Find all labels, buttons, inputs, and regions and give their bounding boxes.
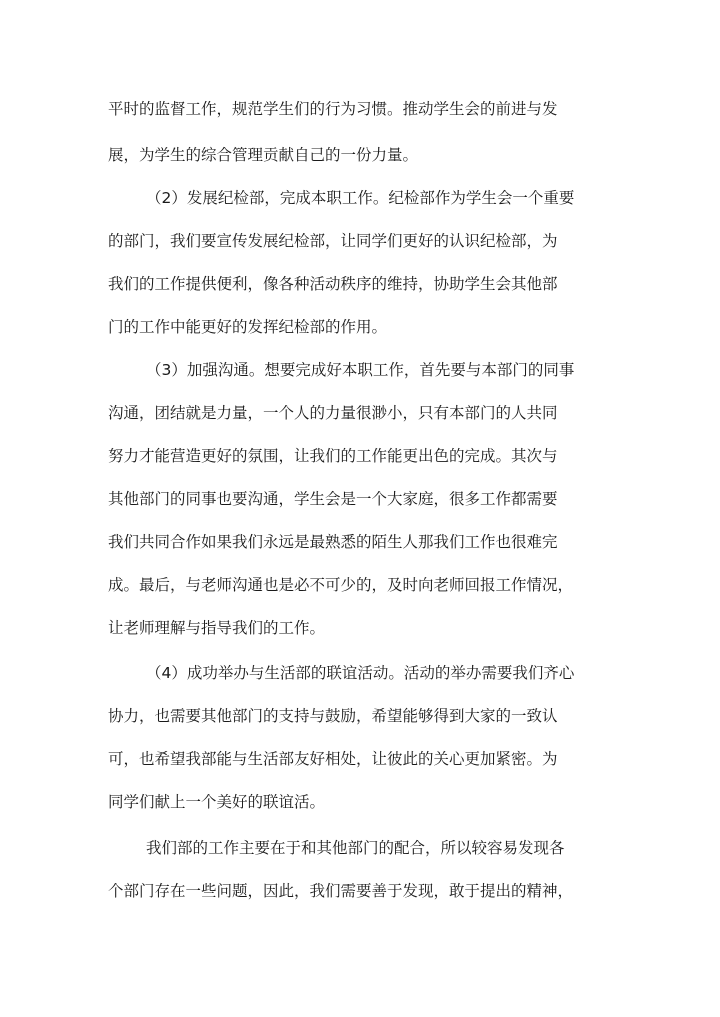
paragraph-line: 我们部的工作主要在于和其他部门的配合，所以较容易发现各 [146,839,565,857]
paragraph-line: 努力才能营造更好的氛围，让我们的工作能更出色的完成。其次与 [108,447,558,465]
paragraph-line: 展，为学生的综合管理贡献自己的一份力量。 [108,146,419,164]
paragraph-line: 门的工作中能更好的发挥纪检部的作用。 [108,318,388,336]
paragraph-line: 可，也希望我部能与生活部友好相处，让彼此的关心更加紧密。为 [108,750,558,768]
paragraph-line: 协力，也需要其他部门的支持与鼓励，希望能够得到大家的一致认 [108,707,558,725]
paragraph-line: 沟通，团结就是力量，一个人的力量很渺小，只有本部门的人共同 [108,404,558,422]
paragraph-line: 我们的工作提供便利，像各种活动秩序的维持，协助学生会其他部 [108,275,558,293]
paragraph-line: （2）发展纪检部，完成本职工作。纪检部作为学生会一个重要 [146,189,575,207]
paragraph-line: （4）成功举办与生活部的联谊活动。活动的举办需要我们齐心 [146,664,575,682]
paragraph-line: 平时的监督工作，规范学生们的行为习惯。推动学生会的前进与发 [108,100,558,118]
paragraph-line: （3）加强沟通。想要完成好本职工作，首先要与本部门的同事 [146,361,575,379]
paragraph-line: 的部门，我们要宣传发展纪检部，让同学们更好的认识纪检部，为 [108,232,558,250]
paragraph-line: 其他部门的同事也要沟通，学生会是一个大家庭，很多工作都需要 [108,490,558,508]
paragraph-line: 成。最后，与老师沟通也是必不可少的，及时向老师回报工作情况， [108,576,574,594]
paragraph-line: 个部门存在一些问题，因此，我们需要善于发现，敢于提出的精神， [108,882,574,900]
paragraph-line: 我们共同合作如果我们永远是最熟悉的陌生人那我们工作也很难完 [108,533,558,551]
paragraph-line: 同学们献上一个美好的联谊活。 [108,793,326,811]
paragraph-line: 让老师理解与指导我们的工作。 [108,619,326,637]
